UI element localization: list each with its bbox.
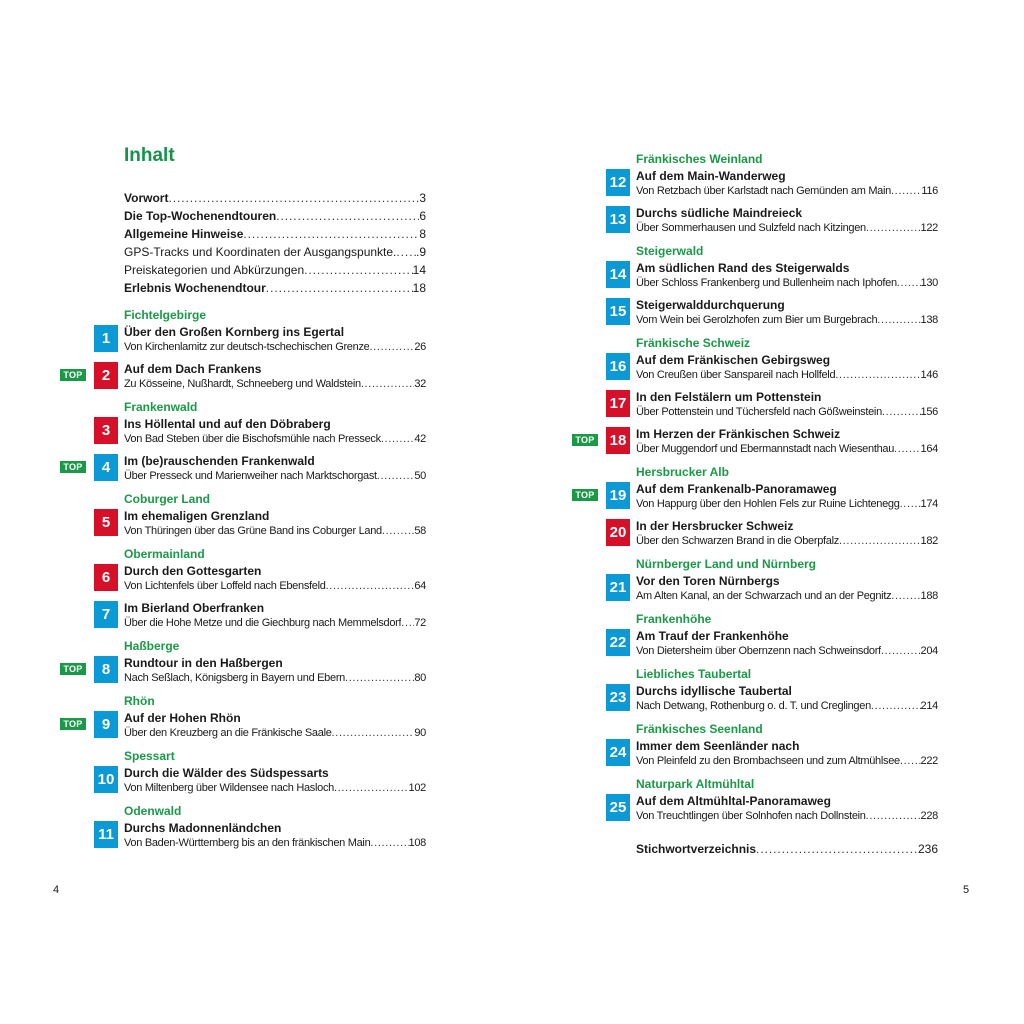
leader-dots	[266, 279, 413, 297]
tour-subtitle: Nach Detwang, Rothenburg o. d. T. und Creglingen	[636, 700, 871, 712]
tour-entry[interactable]	[609, 260, 938, 297]
tour-title: In der Hersbrucker Schweiz	[636, 519, 794, 533]
tour-entry[interactable]	[609, 352, 938, 389]
leader-dots	[835, 368, 920, 383]
front-matter-label: Die Top-Wochenendtouren	[124, 209, 277, 223]
region-heading: Hersbrucker Alb	[636, 465, 729, 479]
tour-subtitle-row	[636, 589, 938, 604]
left-page	[63, 144, 426, 857]
front-matter-label: Allgemeine Hinweise	[124, 227, 244, 241]
tour-page: 64	[414, 580, 426, 592]
tour-subtitle: Über den Kreuzberg an die Fränkische Saale	[124, 727, 332, 739]
front-matter-page: 3	[419, 191, 426, 205]
leader-dots	[377, 469, 415, 484]
tour-entry[interactable]	[609, 168, 938, 205]
tour-subtitle-row	[124, 377, 426, 392]
tour-subtitle: Von Creußen über Sanspareil nach Hollfeld	[636, 369, 836, 381]
tour-title: Durch die Wälder des Südspessarts	[124, 766, 329, 780]
tour-entry[interactable]	[98, 820, 426, 857]
top-badge: TOP	[60, 461, 86, 473]
tour-page: 182	[920, 535, 938, 547]
tour-page: 222	[920, 755, 938, 767]
tour-title: Im Bierland Oberfranken	[124, 601, 265, 615]
tour-subtitle: Von Baden-Württemberg bis an den fränkischen Main	[124, 837, 371, 849]
tour-number-badge: 3	[94, 417, 118, 444]
index-entry[interactable]	[636, 840, 938, 858]
front-matter-list	[124, 189, 426, 297]
right-tour-sections	[575, 150, 938, 830]
tour-page: 116	[921, 185, 938, 197]
tour-number-badge: 21	[606, 574, 630, 601]
front-matter-page: 18	[412, 281, 426, 295]
leader-dots	[396, 243, 416, 261]
tour-subtitle: Über Presseck und Marienweiher nach Marktschorgast	[124, 470, 377, 482]
tour-title: Über den Großen Kornberg ins Egertal	[124, 325, 345, 339]
tour-subtitle: Nach Seßlach, Königsberg in Bayern und Ebern	[124, 672, 345, 684]
right-page	[575, 150, 938, 858]
tour-title: Auf dem Altmühltal-Panoramaweg	[636, 794, 831, 808]
leader-dots	[881, 644, 921, 659]
tour-subtitle: Über die Hohe Metze und die Giechburg nach Memmelsdorf	[124, 617, 402, 629]
tour-page: 102	[408, 782, 426, 794]
page-number-right: 5	[963, 884, 970, 896]
region-heading: Liebliches Taubertal	[636, 667, 752, 681]
tour-subtitle: Von Retzbach über Karlstadt nach Gemünden am Main	[636, 185, 891, 197]
region-heading: Steigerwald	[636, 244, 704, 258]
tour-entry[interactable]	[609, 389, 938, 426]
tour-subtitle: Von Lichtenfels über Loffeld nach Ebensfeld	[124, 580, 326, 592]
region-heading: Obermainland	[124, 547, 205, 561]
front-matter-item[interactable]	[124, 207, 426, 225]
leader-dots	[882, 405, 921, 420]
tour-entry[interactable]	[609, 297, 938, 334]
tour-subtitle: Von Miltenberg über Wildensee nach Hasloch	[124, 782, 334, 794]
tour-subtitle-row	[636, 644, 938, 659]
tour-subtitle: Von Treuchtlingen über Solnhofen nach Dollnstein	[636, 810, 866, 822]
tour-subtitle-row	[124, 432, 426, 447]
tour-subtitle-row	[636, 754, 938, 769]
tour-subtitle: Von Pleinfeld zu den Brombachseen und zum Altmühlsee	[636, 755, 900, 767]
leader-dots	[900, 497, 921, 512]
tour-subtitle-row	[124, 469, 426, 484]
tour-title: Immer dem Seenländer nach	[636, 739, 800, 753]
top-badge: TOP	[572, 489, 598, 501]
leader-dots	[369, 340, 414, 355]
page-number-left: 4	[53, 884, 60, 896]
tour-number-badge: 25	[606, 794, 630, 821]
tour-page: 90	[414, 727, 426, 739]
tour-subtitle: Über Sommerhausen und Sulzfeld nach Kitzingen	[636, 222, 866, 234]
tour-title: Im (be)rauschenden Frankenwald	[124, 454, 315, 468]
tour-entry[interactable]	[63, 453, 426, 490]
tour-title: Steigerwalddurchquerung	[636, 298, 785, 312]
tour-number-badge: 23	[606, 684, 630, 711]
region-heading: Rhön	[124, 694, 155, 708]
leader-dots	[900, 754, 921, 769]
tour-number-badge: 2	[94, 362, 118, 389]
tour-entry[interactable]	[101, 324, 426, 361]
leader-dots	[877, 313, 920, 328]
region-heading: Frankenwald	[124, 400, 198, 414]
tour-entry[interactable]	[575, 426, 938, 463]
tour-subtitle: Von Kirchenlamitz zur deutsch-tschechischen Grenze	[124, 341, 370, 353]
index-label: Stichwortverzeichnis	[636, 842, 757, 856]
tour-title: Durch den Gottesgarten	[124, 564, 262, 578]
tour-number-badge: 8	[94, 656, 118, 683]
front-matter-label: Vorwort	[124, 191, 169, 205]
tour-title: Vor den Toren Nürnbergs	[636, 574, 780, 588]
leader-dots	[401, 616, 414, 631]
tour-number-badge: 18	[606, 427, 630, 454]
tour-page: 122	[920, 222, 938, 234]
tour-subtitle-row	[636, 313, 938, 328]
leader-dots	[871, 699, 921, 714]
tour-subtitle-row	[124, 836, 426, 851]
tour-page: 108	[408, 837, 426, 849]
tour-subtitle-row	[124, 671, 426, 686]
tour-entry[interactable]	[101, 600, 426, 637]
front-matter-page: 8	[419, 227, 426, 241]
tour-number-badge: 24	[606, 739, 630, 766]
front-matter-page: .9	[415, 245, 426, 259]
leader-dots	[243, 225, 419, 243]
region-heading: Fränkisches Seenland	[636, 722, 763, 736]
region-heading: Fichtelgebirge	[124, 308, 207, 322]
leader-dots	[891, 589, 920, 604]
front-matter-item[interactable]	[124, 261, 426, 279]
front-matter-page: 6	[419, 209, 426, 223]
tour-subtitle-row	[636, 699, 938, 714]
leader-dots	[168, 189, 419, 207]
leader-dots	[304, 261, 413, 279]
leader-dots	[345, 671, 414, 686]
page-title: Inhalt	[124, 145, 175, 166]
front-matter-item[interactable]	[124, 279, 426, 297]
tour-subtitle-row	[636, 442, 938, 457]
tour-number-badge: 7	[94, 601, 118, 628]
tour-title: Auf dem Main-Wanderweg	[636, 169, 786, 183]
left-tour-sections	[63, 306, 426, 857]
tour-subtitle: Von Bad Steben über die Bischofsmühle nach Presseck	[124, 433, 381, 445]
leader-dots	[839, 534, 921, 549]
tour-subtitle-row	[636, 221, 938, 236]
tour-number-badge: 13	[606, 206, 630, 233]
tour-page: 228	[920, 810, 938, 822]
tour-title: Rundtour in den Haßbergen	[124, 656, 283, 670]
top-badge: TOP	[60, 663, 86, 675]
tour-title: Auf dem Frankenalb-Panoramaweg	[636, 482, 837, 496]
tour-entry[interactable]	[609, 793, 938, 830]
region-heading: Naturpark Altmühltal	[636, 777, 755, 791]
leader-dots	[276, 207, 419, 225]
tour-title: In den Felstälern um Pottenstein	[636, 390, 822, 404]
tour-subtitle-row	[124, 781, 426, 796]
tour-title: Im Herzen der Fränkischen Schweiz	[636, 427, 841, 441]
tour-page: 42	[414, 433, 426, 445]
tour-title: Auf dem Dach Frankens	[124, 362, 262, 376]
tour-entry[interactable]	[609, 738, 938, 775]
tour-number-badge: 22	[606, 629, 630, 656]
leader-dots	[897, 276, 921, 291]
tour-entry[interactable]	[609, 573, 938, 610]
tour-number-badge: 17	[606, 390, 630, 417]
tour-subtitle: Über Muggendorf und Ebermannstadt nach Wiesenthau	[636, 443, 895, 455]
leader-dots	[866, 221, 921, 236]
tour-page: 214	[920, 700, 938, 712]
top-badge: TOP	[60, 369, 86, 381]
tour-number-badge: 11	[94, 821, 118, 848]
leader-dots	[891, 184, 921, 199]
tour-subtitle-row	[636, 276, 938, 291]
front-matter-label: Preiskategorien und Abkürzungen	[124, 263, 305, 277]
leader-dots	[756, 840, 918, 858]
tour-number-badge: 19	[606, 482, 630, 509]
tour-number-badge: 10	[94, 766, 118, 793]
top-badge: TOP	[572, 434, 598, 446]
tour-number-badge: 9	[94, 711, 118, 738]
front-matter-item[interactable]	[124, 225, 426, 243]
tour-page: 80	[414, 672, 426, 684]
tour-number-badge: 16	[606, 353, 630, 380]
region-heading: Haßberge	[124, 639, 180, 653]
tour-entry[interactable]	[97, 765, 426, 802]
tour-page: 174	[920, 498, 938, 510]
tour-number-badge: 1	[94, 325, 118, 352]
tour-number-badge: 14	[606, 261, 630, 288]
tour-title: Ins Höllental und auf den Döbraberg	[124, 417, 331, 431]
tour-subtitle-row	[636, 368, 938, 383]
tour-entry[interactable]	[609, 683, 938, 720]
tour-subtitle: Vom Wein bei Gerolzhofen zum Bier um Burgebrach	[636, 314, 878, 326]
tour-page: 26	[414, 341, 426, 353]
tour-title: Durchs idyllische Taubertal	[636, 684, 792, 698]
tour-subtitle: Am Alten Kanal, an der Schwarzach und an der Pegnitz	[636, 590, 892, 602]
tour-entry[interactable]	[63, 361, 426, 398]
front-matter-item[interactable]	[124, 189, 426, 207]
tour-subtitle-row	[636, 534, 938, 549]
tour-title: Durchs Madonnenländchen	[124, 821, 282, 835]
tour-number-badge: 15	[606, 298, 630, 325]
region-heading: Odenwald	[124, 804, 182, 818]
tour-entry[interactable]	[63, 655, 426, 692]
region-heading: Nürnberger Land und Nürnberg	[636, 557, 816, 571]
tour-subtitle-row	[124, 726, 426, 741]
tour-subtitle-row	[124, 340, 426, 355]
tour-entry[interactable]	[101, 416, 426, 453]
top-badge: TOP	[60, 718, 86, 730]
leader-dots	[866, 809, 921, 824]
tour-title: Am Trauf der Frankenhöhe	[636, 629, 789, 643]
tour-subtitle-row	[636, 497, 938, 512]
tour-number-badge: 4	[94, 454, 118, 481]
leader-dots	[334, 781, 409, 796]
tour-subtitle: Über Schloss Frankenberg und Bullenheim nach Iphofen	[636, 277, 897, 289]
leader-dots	[382, 524, 415, 539]
tour-entry[interactable]	[575, 481, 938, 518]
tour-subtitle: Über Pottenstein und Tüchersfeld nach Gößweinstein	[636, 406, 882, 418]
leader-dots	[894, 442, 921, 457]
tour-page: 156	[920, 406, 938, 418]
tour-number-badge: 12	[606, 169, 630, 196]
tour-entry[interactable]	[101, 563, 426, 600]
leader-dots	[370, 836, 408, 851]
tour-page: 188	[920, 590, 938, 602]
tour-title: Im ehemaligen Grenzland	[124, 509, 270, 523]
tour-page: 72	[414, 617, 426, 629]
tour-number-badge: 20	[606, 519, 630, 546]
tour-number-badge: 5	[94, 509, 118, 536]
tour-title: Durchs südliche Maindreieck	[636, 206, 803, 220]
front-matter-page: 14	[412, 263, 426, 277]
tour-subtitle: Über den Schwarzen Brand in die Oberpfalz	[636, 535, 839, 547]
tour-page: 146	[920, 369, 938, 381]
tour-subtitle: Von Happurg über den Hohlen Fels zur Ruine Lichtenegg	[636, 498, 900, 510]
region-heading: Fränkische Schweiz	[636, 336, 751, 350]
region-heading: Coburger Land	[124, 492, 210, 506]
region-heading: Frankenhöhe	[636, 612, 712, 626]
leader-dots	[326, 579, 415, 594]
tour-entry[interactable]	[63, 710, 426, 747]
tour-subtitle-row	[636, 405, 938, 420]
tour-number-badge: 6	[94, 564, 118, 591]
leader-dots	[381, 432, 415, 447]
tour-page: 130	[920, 277, 938, 289]
leader-dots	[332, 726, 415, 741]
tour-subtitle-row	[124, 524, 426, 539]
leader-dots	[361, 377, 415, 392]
tour-entry[interactable]	[101, 508, 426, 545]
tour-title: Auf dem Fränkischen Gebirgsweg	[636, 353, 831, 367]
tour-entry[interactable]	[609, 205, 938, 242]
tour-page: 138	[920, 314, 938, 326]
tour-page: 50	[414, 470, 426, 482]
tour-subtitle-row	[124, 616, 426, 631]
front-matter-label: GPS-Tracks und Koordinaten der Ausgangspunkte.	[124, 245, 397, 259]
region-heading: Spessart	[124, 749, 175, 763]
tour-entry[interactable]	[609, 628, 938, 665]
tour-subtitle: Von Dietersheim über Obernzenn nach Schweinsdorf	[636, 645, 881, 657]
region-heading: Fränkisches Weinland	[636, 152, 763, 166]
tour-entry[interactable]	[609, 518, 938, 555]
tour-title: Am südlichen Rand des Steigerwalds	[636, 261, 850, 275]
tour-subtitle-row	[636, 184, 938, 199]
tour-page: 32	[414, 378, 426, 390]
tour-page: 58	[414, 525, 426, 537]
tour-subtitle: Von Thüringen über das Grüne Band ins Coburger Land	[124, 525, 382, 537]
index-page: 236	[917, 842, 938, 856]
tour-subtitle-row	[636, 809, 938, 824]
front-matter-label: Erlebnis Wochenendtour	[124, 281, 266, 295]
front-matter-item[interactable]	[124, 243, 426, 261]
tour-page: 204	[920, 645, 938, 657]
tour-page: 164	[920, 443, 938, 455]
tour-subtitle: Zu Kösseine, Nußhardt, Schneeberg und Waldstein	[124, 378, 361, 390]
tour-subtitle-row	[124, 579, 426, 594]
tour-title: Auf der Hohen Rhön	[124, 711, 241, 725]
